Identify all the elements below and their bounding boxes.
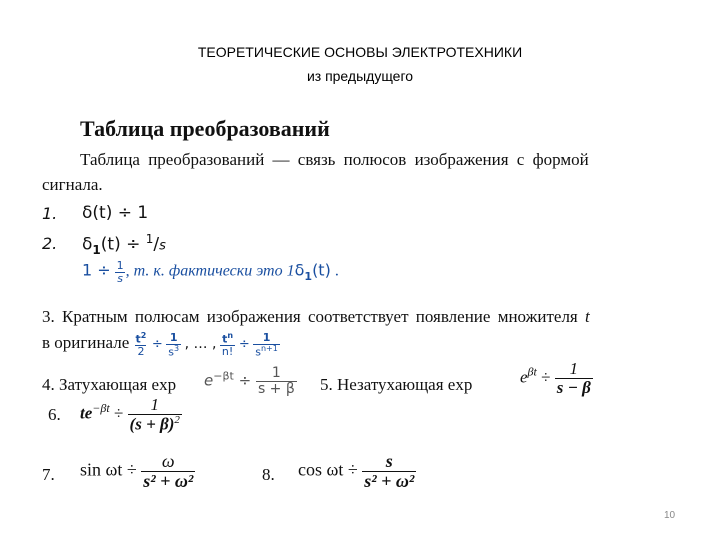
item-4-den: s + β <box>257 380 295 397</box>
item-1-number: 1. <box>42 204 58 223</box>
item-5-formula <box>520 360 593 397</box>
item-5-num: 1 <box>569 359 579 378</box>
item-3-line-2 <box>42 332 280 358</box>
item-7-number: 7. <box>42 465 55 484</box>
item-2-arg: (t) <box>100 234 121 255</box>
section-title: Таблица преобразований <box>80 116 330 141</box>
note-text: т. к. фактически это 1 <box>133 262 295 280</box>
item-4-num: 1 <box>271 365 281 381</box>
item-6-fraction <box>128 396 182 433</box>
item-3-f2-den: n! <box>221 345 234 359</box>
item-5-den: s − β <box>556 377 591 397</box>
note-delta: δ <box>294 260 305 280</box>
item-3-f1-rnum: 1 <box>169 331 178 344</box>
intro-line-2: сигнала. <box>42 175 103 194</box>
note-arg: (t) <box>312 260 331 280</box>
item-3-f2-rden-sup: n+1 <box>260 343 278 353</box>
item-6-formula <box>80 396 182 433</box>
item-4-exp: −βt <box>213 369 234 383</box>
item-4-op: ÷ <box>238 371 252 390</box>
item-7-fraction <box>141 452 195 491</box>
item-2-rhs-den: s <box>159 238 166 254</box>
item-6-number: 6. <box>48 405 61 424</box>
item-8-number: 8. <box>262 465 275 484</box>
item-6-den-sup: 2 <box>174 413 180 426</box>
item-3-f1-lhs: $\frac{t^2}{2}$ <box>135 331 147 359</box>
intro-line-1: Таблица преобразований — связь полюсов изображения с формой <box>80 150 589 169</box>
item-3-f2-lhs <box>220 332 235 358</box>
item-7-formula <box>80 452 195 491</box>
item-6-op: ÷ <box>113 403 124 423</box>
item-3-f2-op: ÷ <box>238 336 250 352</box>
item-2-note <box>82 260 339 284</box>
item-3-formulas <box>134 331 280 359</box>
item-8-op: ÷ <box>347 459 358 480</box>
note-sub: 1 <box>304 269 313 283</box>
item-1-op: ÷ <box>117 203 132 223</box>
item-3-f1-num-sup: 2 <box>140 331 147 340</box>
item-3-f2-rnum: 1 <box>262 331 271 344</box>
item-2-formula: $\delta_1(t) \div ^1/s$ <box>82 232 166 258</box>
item-3-f2-rden: s <box>255 345 261 359</box>
item-6-num: 1 <box>150 395 159 414</box>
page-number: 10 <box>664 510 676 521</box>
item-3-f1-rhs <box>166 332 181 358</box>
item-4-base: e <box>204 371 214 390</box>
note-fraction <box>115 260 126 284</box>
item-3-lead: в оригинале <box>42 332 130 352</box>
item-8-lhs: cos ωt <box>298 459 344 480</box>
item-3-f1-op: ÷ <box>151 336 163 352</box>
slide-title: ТЕОРЕТИЧЕСКИЕ ОСНОВЫ ЭЛЕКТРОТЕХНИКИ <box>197 44 523 60</box>
slide-subtitle: из предыдущего <box>306 68 414 84</box>
item-2-rhs-num: 1 <box>145 232 154 246</box>
note-frac-den: s <box>117 271 124 285</box>
item-5-fraction <box>555 360 593 397</box>
item-6-lhs: te <box>80 403 93 423</box>
note-frac-num: 1 <box>116 259 124 272</box>
note-comma: , <box>125 262 130 280</box>
item-8-num: s <box>385 451 393 471</box>
note-lead: 1 ÷ <box>82 260 111 280</box>
item-6-exp: −βt <box>92 400 110 415</box>
item-7-lhs: sin ωt <box>80 459 123 480</box>
note-end: . <box>334 262 339 280</box>
item-5-label: 5. Незатухающая exp <box>320 375 473 394</box>
item-2-number: 2. <box>42 234 58 253</box>
item-1-rhs: 1 <box>137 203 149 223</box>
item-5-base: e <box>520 367 528 387</box>
item-4-formula <box>204 366 297 396</box>
item-8-formula <box>298 452 416 491</box>
item-2-sub: 1 <box>92 243 101 258</box>
item-3-f1-rden: s <box>168 345 175 359</box>
item-5-op: ÷ <box>541 367 551 387</box>
item-3-sep: , … , <box>184 335 217 352</box>
item-7-den: s² + ω² <box>143 470 194 491</box>
item-1-lhs: δ(t) <box>82 203 113 223</box>
item-8-fraction <box>362 452 416 491</box>
item-8-den: s² + ω² <box>364 470 415 491</box>
item-3-f2-rhs <box>253 332 280 358</box>
item-3-f1-num: t <box>135 332 141 346</box>
item-3-line-1 <box>42 307 590 327</box>
item-3-text: 3. Кратным полюсам изображения соответствует появление множителя <box>42 307 578 326</box>
item-3-f2-num: t <box>222 332 228 346</box>
item-2-delta: δ <box>82 234 93 255</box>
item-2-op: ÷ <box>126 234 141 255</box>
item-4-fraction <box>256 366 297 396</box>
item-3-f2-num-sup: n <box>227 331 234 340</box>
item-3-var: t <box>585 307 590 326</box>
item-7-op: ÷ <box>126 459 137 480</box>
item-5-exp: βt <box>527 364 537 379</box>
item-6-den: (s + β) <box>129 414 175 434</box>
item-3-f1-rden-sup: 3 <box>174 343 180 353</box>
item-4-label: 4. Затухающая exp <box>42 375 177 394</box>
item-7-num: ω <box>161 451 175 471</box>
item-1-formula <box>82 203 148 223</box>
